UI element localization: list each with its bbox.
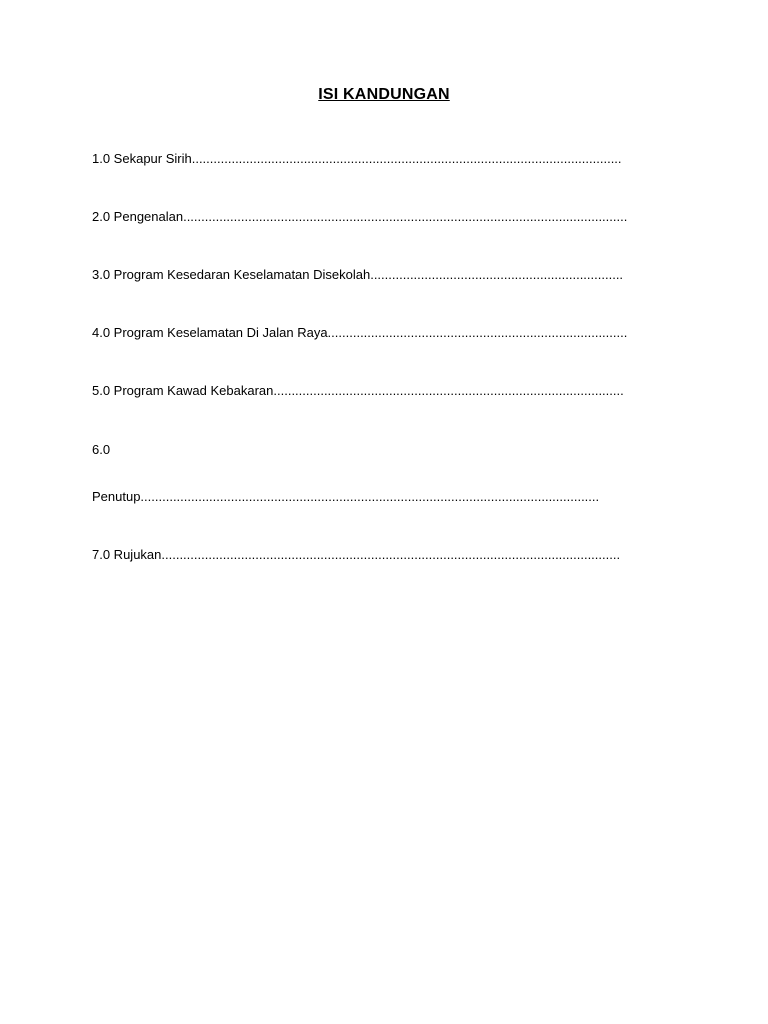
toc-entry-rujukan: 7.0 Rujukan............................................................................................................................... [92, 547, 621, 562]
toc-entry-program-kawad: 5.0 Program Kawad Kebakaran................................................................................................. [92, 383, 624, 398]
toc-entry-pengenalan: 2.0 Pengenalan........................................................................................................................... [92, 209, 628, 224]
toc-entry-penutup: Penutup............................................................................................................................... [92, 489, 600, 504]
toc-entry-sekapur-sirih: 1.0 Sekapur Sirih....................................................................................................................... [92, 151, 622, 166]
toc-entry-number-6: 6.0 [92, 442, 111, 457]
toc-entry-program-kesedaran: 3.0 Program Kesedaran Keselamatan Disekolah...................................................................... [92, 267, 624, 282]
toc-entry-program-jalan-raya: 4.0 Program Keselamatan Di Jalan Raya................................................................................... [92, 325, 628, 340]
page-title: ISI KANDUNGAN [318, 86, 450, 103]
